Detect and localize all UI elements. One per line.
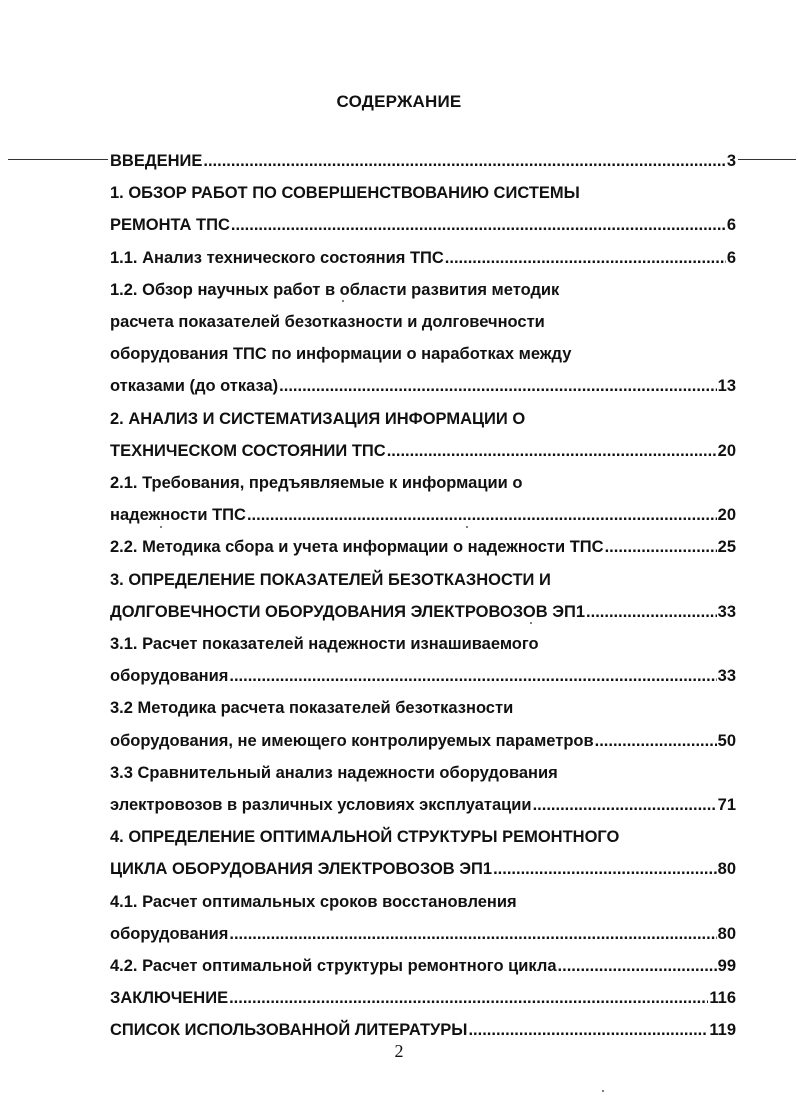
toc-leader-dots xyxy=(558,955,717,977)
toc-entry xyxy=(110,826,736,848)
toc-entry-text: 3. ОПРЕДЕЛЕНИЕ ПОКАЗАТЕЛЕЙ БЕЗОТКАЗНОСТИ И xyxy=(110,570,551,589)
toc-entry-page: 33 xyxy=(717,667,736,686)
toc-entry-page: 119 xyxy=(709,1021,736,1040)
toc-entry-text: 2.2. Методика сбора и учета информации о надежности ТПС xyxy=(110,538,604,557)
toc-leader-dots xyxy=(445,247,726,269)
toc-entry xyxy=(110,343,736,365)
toc-leader-dots xyxy=(247,504,717,526)
toc-entry xyxy=(110,182,736,204)
scan-speck xyxy=(160,526,162,528)
toc-leader-dots xyxy=(229,987,708,1009)
toc-entry xyxy=(110,247,736,269)
toc-entry xyxy=(110,472,736,494)
toc-entry xyxy=(110,858,736,880)
toc-entry-text: 4.1. Расчет оптимальных сроков восстановления xyxy=(110,892,517,911)
toc-entry xyxy=(110,504,736,526)
page-number: 2 xyxy=(394,1041,404,1061)
toc-leader-dots xyxy=(231,214,726,236)
toc-entry-text: ЦИКЛА ОБОРУДОВАНИЯ ЭЛЕКТРОВОЗОВ ЭП1 xyxy=(110,860,493,879)
toc-entry-text: электровозов в различных условиях эксплуатации xyxy=(110,796,532,814)
toc-entry-text: 3.1. Расчет показателей надежности изнашиваемого xyxy=(110,635,539,653)
toc-entry-text: расчета показателей безотказности и долговечности xyxy=(110,313,545,331)
toc-entry xyxy=(110,569,736,591)
toc-entry xyxy=(110,311,736,333)
toc-leader-dots xyxy=(605,536,717,558)
scan-speck xyxy=(466,526,468,528)
toc-entry-text: ДОЛГОВЕЧНОСТИ ОБОРУДОВАНИЯ ЭЛЕКТРОВОЗОВ ЭП1 xyxy=(110,602,586,621)
toc-entry-text: СПИСОК ИСПОЛЬЗОВАННОЙ ЛИТЕРАТУРЫ xyxy=(110,1021,468,1040)
toc-leader-dots xyxy=(533,794,717,816)
toc-entry xyxy=(110,214,736,236)
toc-entry xyxy=(110,279,736,301)
toc-leader-dots xyxy=(493,858,717,880)
toc-entry xyxy=(110,665,736,687)
toc-entry-page: 99 xyxy=(717,957,736,975)
toc-entry xyxy=(110,1019,736,1041)
toc-entry-text: ТЕХНИЧЕСКОМ СОСТОЯНИИ ТПС xyxy=(110,441,386,460)
toc-leader-dots xyxy=(387,440,717,462)
toc-entry-text: 1. ОБЗОР РАБОТ ПО СОВЕРШЕНСТВОВАНИЮ СИСТЕМЫ xyxy=(110,184,580,203)
scan-speck xyxy=(602,1090,604,1092)
toc-entry-text: 3.3 Сравнительный анализ надежности оборудования xyxy=(110,763,558,782)
toc-entry-text: оборудования ТПС по информации о наработках между xyxy=(110,345,572,364)
toc-entry-page: 80 xyxy=(717,860,736,879)
page-title: СОДЕРЖАНИЕ xyxy=(336,92,462,111)
toc-leader-dots xyxy=(229,923,716,945)
toc-entry-text: ЗАКЛЮЧЕНИЕ xyxy=(110,989,229,1008)
toc-entry-text: 4.2. Расчет оптимальной структуры ремонтного цикла xyxy=(110,957,557,975)
toc-entry xyxy=(110,762,736,784)
toc-entry-text: оборудования xyxy=(110,924,229,943)
toc-entry xyxy=(110,633,736,655)
toc-entry xyxy=(110,150,736,172)
toc-entry xyxy=(110,955,736,977)
toc-entry-text: 4. ОПРЕДЕЛЕНИЕ ОПТИМАЛЬНОЙ СТРУКТУРЫ РЕМОНТНОГО xyxy=(110,828,620,847)
toc-entry-text: 3.2 Методика расчета показателей безотказности xyxy=(110,699,514,718)
toc-leader-dots xyxy=(595,730,717,752)
toc-entry-text: 1.1. Анализ технического состояния ТПС xyxy=(110,248,444,267)
toc-entry xyxy=(110,987,736,1009)
toc-entry xyxy=(110,730,736,752)
toc-leader-dots xyxy=(468,1019,708,1041)
toc-entry-page: 116 xyxy=(709,989,736,1008)
toc-entry-text: оборудования, не имеющего контролируемых параметров xyxy=(110,731,594,750)
toc-entry-page: 13 xyxy=(717,377,736,396)
toc-leader-dots xyxy=(279,375,716,397)
toc-entry-page: 3 xyxy=(726,152,736,170)
toc-leader-dots xyxy=(229,665,716,687)
toc-entry-text: РЕМОНТА ТПС xyxy=(110,216,230,235)
toc-entry xyxy=(110,375,736,397)
toc-entry xyxy=(110,794,736,816)
scan-speck xyxy=(530,622,532,624)
toc-entry-page: 20 xyxy=(717,441,736,460)
toc-entry xyxy=(110,601,736,623)
toc-entry-text: ВВЕДЕНИЕ xyxy=(110,152,203,170)
toc-entry xyxy=(110,697,736,719)
toc-entry xyxy=(110,536,736,558)
toc-entry-text: 1.2. Обзор научных работ в области развития методик xyxy=(110,280,560,299)
toc-entry-page: 6 xyxy=(726,248,736,267)
toc-entry-page: 33 xyxy=(717,602,736,621)
toc-entry-page: 71 xyxy=(717,796,736,814)
scan-speck xyxy=(342,300,344,302)
toc-entry xyxy=(110,923,736,945)
toc-leader-dots xyxy=(203,150,725,172)
toc-entry-text: надежности ТПС xyxy=(110,506,246,525)
toc-entry-text: 2. АНАЛИЗ И СИСТЕМАТИЗАЦИЯ ИНФОРМАЦИИ О xyxy=(110,409,526,428)
toc-entry-page: 80 xyxy=(717,924,736,943)
toc-entry-text: оборудования xyxy=(110,667,229,686)
toc-entry xyxy=(110,408,736,430)
toc-entry-text: отказами (до отказа) xyxy=(110,377,279,396)
toc-entry-page: 25 xyxy=(717,538,736,557)
toc-entry xyxy=(110,440,736,462)
toc-entry-page: 20 xyxy=(717,506,736,525)
toc-leader-dots xyxy=(586,601,717,623)
toc-entry-page: 6 xyxy=(726,216,736,235)
toc-entry-page: 50 xyxy=(717,731,736,750)
toc-entry xyxy=(110,891,736,913)
toc-entry-text: 2.1. Требования, предъявляемые к информации о xyxy=(110,474,523,492)
